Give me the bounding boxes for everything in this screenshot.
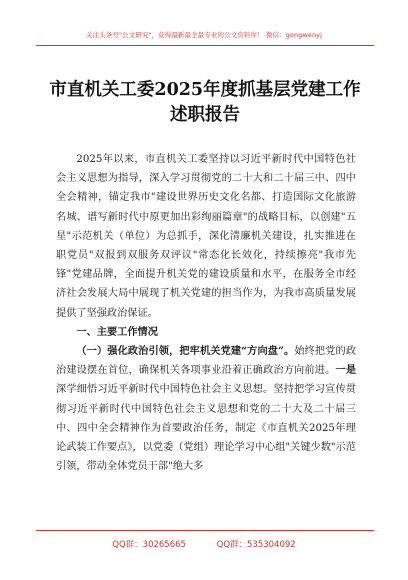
section-heading: 一、主要工作情况 xyxy=(76,325,158,338)
footer-qq-group-1: QQ群：30265665 xyxy=(112,540,186,550)
intro-paragraph: 2025年以来，市直机关工委坚持以习近平新时代中国特色社会主义思想为指导，深入学习贯彻党的二十大和二十届三中、四中全会精神，锚定我市"建设世界历史文化名都、打造国际文化旅游名城、谱写新时代中原更加出彩绚丽篇章"的战略目标，以创建"五星"示范机关（单位）为总抓手，深化清廉机关建设，扎实推进在职党员"双报到双服务双评议"常态化长效化，持续擦亮"我市先锋"党建品牌，全面提升机关党的建设质量和水平，在服务全市经济社会发展大局中展现了机关党建的担当作为，为我市高质量发展提供了坚强政治保证。 xyxy=(56,154,356,319)
document-body xyxy=(56,150,356,476)
header-banner: 关注头条号"公文研究"，获得最新最全最专业的公文资料库！ 微信：gongwenyj xyxy=(85,31,323,39)
title-line-2: 述职报告 xyxy=(170,105,240,125)
title-line-1: 市直机关工委2025年度抓基层党建工作 xyxy=(49,80,361,100)
subsection-paragraph xyxy=(56,342,356,476)
footer xyxy=(0,538,408,550)
point-label: 一是 xyxy=(335,364,357,377)
point-text: 深学细悟习近平新时代中国特色社会主义思想。坚持把学习宣传贯彻习近平新时代中国特色社会主义思想和党的二十大及二十届三中、四中全会精神作为首要政治任务，制定《市直机关2025年理论武装工作要点》，以党委（党组）理论学习中心组"关键少数"示范引领，带动全体党员干部"绝大多 xyxy=(56,384,356,473)
footer-qq-group-2: QQ群：535304092 xyxy=(216,540,296,550)
footer-divider xyxy=(36,530,374,531)
header-divider xyxy=(36,45,374,46)
subsection-text: 始终把党的政治建设摆在首位，确保机关各项事业沿着正确政治方向前进。 xyxy=(56,346,357,377)
document-title xyxy=(40,78,370,128)
subsection-label: （一）强化政治引领，把牢机关党建“方向盘”。 xyxy=(76,345,295,358)
